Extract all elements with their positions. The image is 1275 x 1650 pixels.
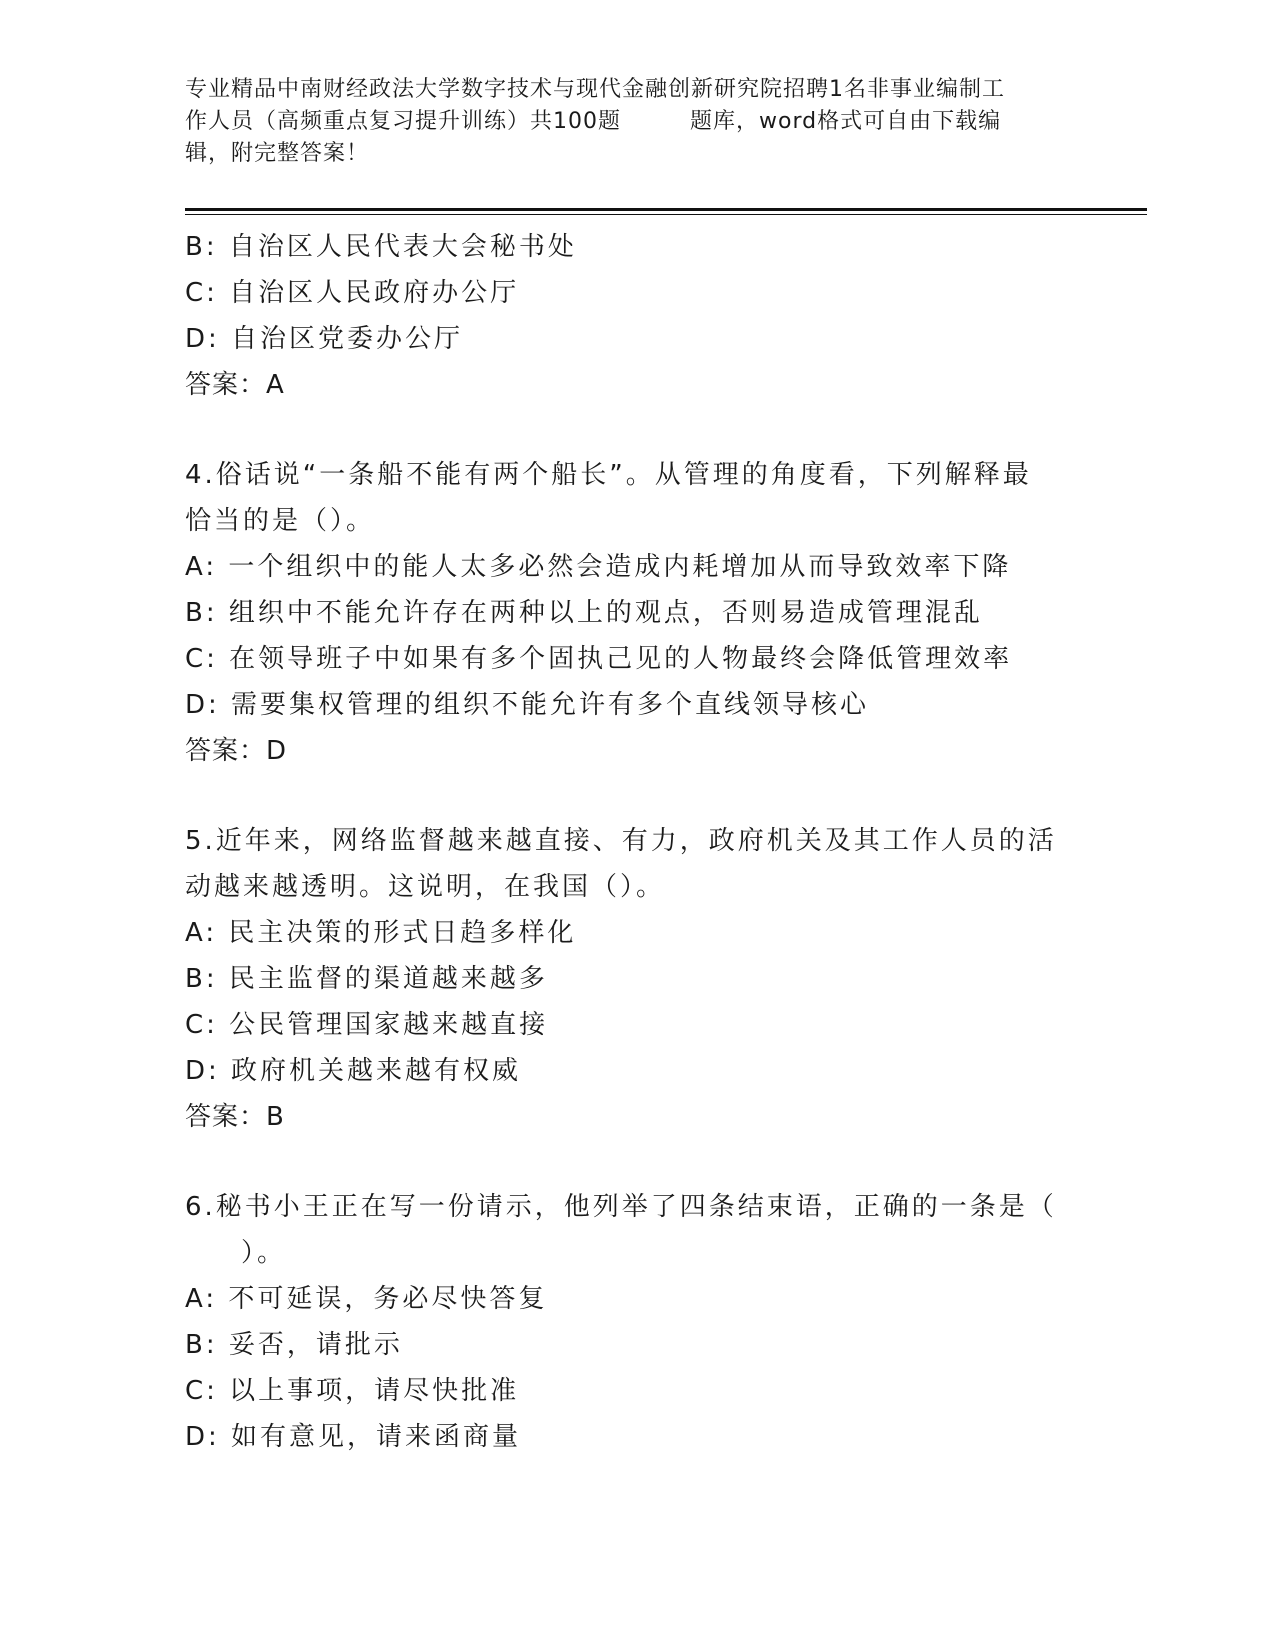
option-b: B: 自治区人民代表大会秘书处 — [185, 232, 577, 262]
header-divider-thin — [185, 214, 1147, 215]
question-5 — [185, 818, 1085, 1140]
header-line-2: 作人员（高频重点复习提升训练）共100题 题库，word格式可自由下载编 — [185, 109, 1002, 134]
question-spacer — [185, 774, 1085, 818]
question-stem-line: 5.近年来，网络监督越来越直接、有力，政府机关及其工作人员的活 — [185, 826, 1057, 856]
option-d: D: 政府机关越来越有权威 — [185, 1056, 522, 1086]
question-stem-line: 6.秘书小王正在写一份请示，他列举了四条结束语，正确的一条是（ — [185, 1192, 1057, 1222]
option-c: C: 以上事项，请尽快批准 — [185, 1376, 520, 1406]
question-spacer — [185, 408, 1085, 452]
option-c: C: 自治区人民政府办公厅 — [185, 278, 520, 308]
option-a: A: 一个组织中的能人太多必然会造成内耗增加从而导致效率下降 — [185, 552, 1012, 582]
document-header — [185, 74, 1085, 170]
header-divider-thick — [185, 208, 1147, 211]
question-stem-line: ）。 — [241, 1238, 287, 1268]
option-b: B: 民主监督的渠道越来越多 — [185, 964, 548, 994]
question-stem-line: 4.俗话说“一条船不能有两个船长”。从管理的角度看，下列解释最 — [185, 460, 1032, 490]
option-d: D: 如有意见，请来函商量 — [185, 1422, 522, 1452]
option-d: D: 需要集权管理的组织不能允许有多个直线领导核心 — [185, 690, 870, 720]
question-list — [185, 224, 1085, 1460]
option-b: B: 妥否，请批示 — [185, 1330, 403, 1360]
header-line-3: 辑，附完整答案！ — [185, 141, 370, 166]
option-a: A: 不可延误，务必尽快答复 — [185, 1284, 548, 1314]
option-c: C: 公民管理国家越来越直接 — [185, 1010, 549, 1040]
option-d: D: 自治区党委办公厅 — [185, 324, 464, 354]
answer-line: 答案：D — [185, 736, 288, 766]
option-a: A: 民主决策的形式日趋多样化 — [185, 918, 577, 948]
question-stem-line: 恰当的是（）。 — [185, 506, 376, 536]
question-6 — [185, 1184, 1085, 1460]
option-b: B: 组织中不能允许存在两种以上的观点，否则易造成管理混乱 — [185, 598, 983, 628]
answer-line: 答案：B — [185, 1102, 285, 1132]
header-line-1: 专业精品中南财经政法大学数字技术与现代金融创新研究院招聘1名非事业编制工 — [185, 77, 1005, 102]
answer-line: 答案：A — [185, 370, 285, 400]
option-c: C: 在领导班子中如果有多个固执己见的人物最终会降低管理效率 — [185, 644, 1013, 674]
question-3-continued — [185, 224, 1085, 408]
question-4 — [185, 452, 1085, 774]
question-stem-line: 动越来越透明。这说明，在我国（）。 — [185, 872, 666, 902]
question-spacer — [185, 1140, 1085, 1184]
